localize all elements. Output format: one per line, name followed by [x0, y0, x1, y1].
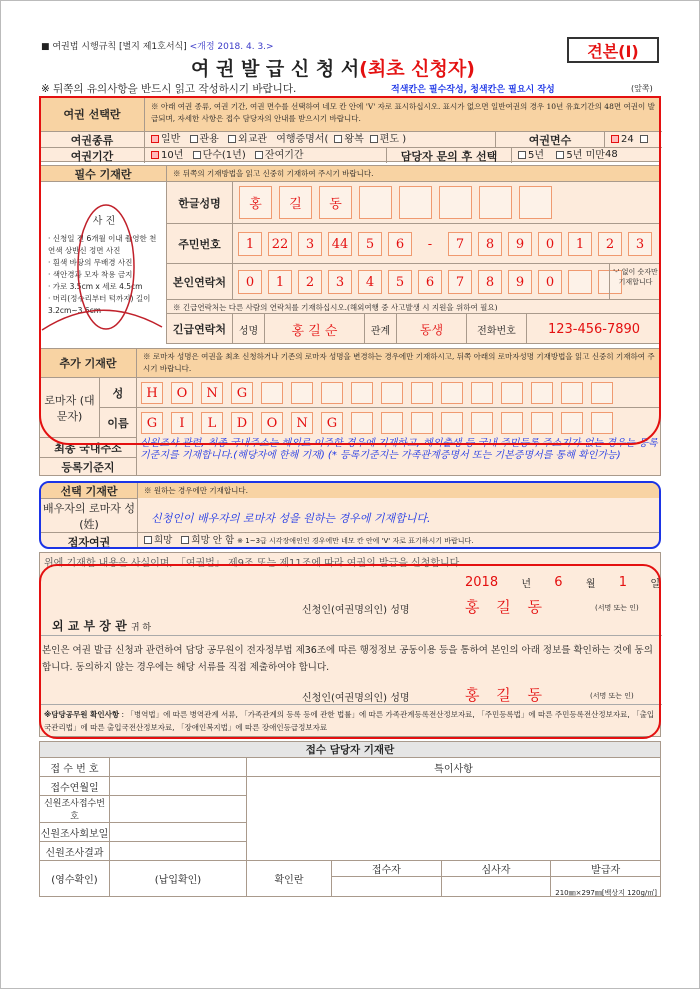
- payment-confirm: (납입확인): [110, 861, 247, 897]
- surname-label: 성: [100, 377, 137, 407]
- section-instructions: ※ 뒤쪽의 기재방법을 읽고 신중히 기재하여 주시기 바랍니다.: [167, 166, 661, 181]
- color-note: 적색칸은 필수작성, 청색칸은 필요시 작성: [391, 85, 555, 95]
- declaration-highlight-frame: [39, 564, 661, 739]
- section-instructions: ※ 원하는 경우에만 기재합니다.: [138, 483, 661, 498]
- official-check: ※담당공무원 확인사항 : 「병역법」에 따른 병역관계 서류, 「가족관계의 등록 등에 관한 법률」에 따른 가족관계등록전산정보자료, 「주민등록법」에 따른 주민등록전산정보자료, 「출입국관리법」에 따른 출입국전산정보자료, 「장애인복지법」에 따른 장애인등급정보자료: [40, 704, 662, 737]
- em-relation-field[interactable]: 동생: [397, 314, 467, 344]
- char-box[interactable]: 6: [418, 270, 442, 294]
- page-side: (앞쪽): [631, 84, 653, 93]
- em-phone-field[interactable]: 123-456-7890: [547, 321, 641, 337]
- section-heading: 필수 기재란: [40, 166, 167, 181]
- office-heading: 접수 담당자 기재란: [40, 742, 661, 758]
- check-result-field[interactable]: [110, 842, 247, 861]
- consent-applicant-label: 신청인(여권명의인) 성명: [302, 693, 410, 704]
- application-date[interactable]: 2018 년 6 월 1 일: [465, 575, 660, 590]
- address-note[interactable]: 신원조사 관련, 최종 국내주소는 해외로 이주한 경우에 기재하고, 해외출생 등 국내 주민등록 주소지가 없는 경우는 등록기준지를 기재합니다.(해당자에 한해 기재) (* 등록기준지는 가족관계증명서 또는 기본증명서를 통해 확인가능): [140, 438, 658, 461]
- char-box[interactable]: -: [427, 236, 433, 252]
- optional-section: [39, 481, 661, 549]
- applicant-signature[interactable]: 홍 길 동: [465, 598, 549, 616]
- confirm-label: 확인란: [247, 861, 332, 897]
- char-box[interactable]: 홍: [239, 186, 272, 219]
- address-label: 최종 국내주소: [40, 437, 137, 457]
- char-box[interactable]: O: [171, 382, 193, 404]
- roman-label: 로마자 (대문자): [40, 377, 100, 437]
- char-box[interactable]: G: [141, 412, 163, 434]
- consult-options: 5년 5년 미만: [512, 147, 662, 163]
- remarks-field[interactable]: [247, 777, 661, 861]
- check-reply-field[interactable]: [110, 823, 247, 842]
- phone-label: 본인연락처: [167, 263, 233, 299]
- char-box[interactable]: N: [201, 382, 223, 404]
- registry-label: 등록기준지: [40, 457, 137, 476]
- char-box[interactable]: 0: [538, 270, 562, 294]
- em-phone-label: 전화번호: [467, 314, 527, 344]
- check-receipt-label: 신원조사접수번호: [40, 796, 110, 823]
- consent-text: 본인은 여권 발급 신청과 관련하여 담당 공무원이 전자정부법 제36조에 따른 행정정보 공동이용 등을 통하여 본인의 아래 정보를 확인하는 것에 동의합니다. 동의하지 않는 경우에는 해당 서류를 직접 제출하여야 합니다.: [40, 635, 662, 676]
- photo-rules: · 신청일 전 6개월 이내 촬영한 천연색 상반신 정면 사진 · 흰색 바탕의 무배경 사진 · 색안경과 모자 착용 금지 · 가로 3.5cm x 세로 4.5cm · 머리(정수리부터 턱까지) 길이 3.2cm~3.6cm: [48, 234, 157, 315]
- char-box[interactable]: 5: [388, 270, 412, 294]
- consent-signature[interactable]: 홍 길 동: [465, 686, 549, 704]
- pages-label: 여권면수: [495, 131, 605, 147]
- char-box[interactable]: 3: [328, 270, 352, 294]
- pages-options: 2448: [605, 131, 662, 147]
- section-heading: 여권 선택란: [40, 97, 145, 131]
- char-box[interactable]: L: [201, 412, 223, 434]
- braille-options: 희망 희망 안 함 ※ 1~3급 시각장애인인 경우에만 네모 칸 안에 'V' 자로 표기하시기 바랍니다.: [138, 532, 661, 549]
- period-options: 10년 단수(1년) 잔여기간: [145, 147, 387, 163]
- char-box[interactable]: 8: [478, 232, 502, 256]
- section-heading: 선택 기재란: [41, 483, 138, 498]
- type-label: 여권종류: [40, 131, 145, 147]
- applicant-label: 신청인(여권명의인) 성명: [302, 605, 410, 616]
- section-instructions: ※ 로마자 성명은 여권을 최초 신청하거나 기존의 로마자 성명을 변경하는 경우에만 기재하시고, 뒤쪽 아래의 로마자성명 기재방법을 읽고 신중히 기재하여 주시기 바랍니다.: [137, 349, 661, 377]
- receipt-date-label: 접수연월일: [40, 777, 110, 796]
- char-box[interactable]: 2: [298, 270, 322, 294]
- receipt-confirm: (영수확인): [40, 861, 110, 897]
- char-box[interactable]: 9: [508, 232, 532, 256]
- char-box[interactable]: 1: [568, 232, 592, 256]
- sign-note: (서명 또는 인): [595, 604, 639, 612]
- char-box[interactable]: D: [231, 412, 253, 434]
- reviewer-sign[interactable]: [441, 877, 551, 897]
- check-receipt-field[interactable]: [110, 796, 247, 823]
- char-box[interactable]: 3: [628, 232, 652, 256]
- char-box[interactable]: 0: [238, 270, 262, 294]
- receiver-sign[interactable]: [332, 877, 442, 897]
- char-box[interactable]: 9: [508, 270, 532, 294]
- char-box[interactable]: 길: [279, 186, 312, 219]
- required-highlight-frame: [39, 96, 661, 445]
- char-box[interactable]: 3: [298, 232, 322, 256]
- declaration-statement: 위에 기재한 내용은 사실이며, 「여권법」 제9조 또는 제11조에 따라 여권의 발급을 신청합니다.: [44, 558, 463, 569]
- char-box[interactable]: 동: [319, 186, 352, 219]
- em-name-label: 성명: [233, 314, 265, 344]
- korean-name-label: 한글성명: [167, 181, 233, 223]
- char-box[interactable]: 5: [358, 232, 382, 256]
- emergency-label: 긴급연락처: [167, 314, 233, 344]
- role-issuer: 발급자: [551, 861, 661, 877]
- char-box[interactable]: 1: [238, 232, 262, 256]
- paper-spec: 210㎜×297㎜[백상지 120g/㎡]: [555, 889, 657, 897]
- braille-label: 점자여권: [41, 532, 138, 549]
- char-box[interactable]: 22: [268, 232, 292, 256]
- receipt-no-field[interactable]: [110, 758, 247, 777]
- char-box[interactable]: 0: [538, 232, 562, 256]
- spouse-field[interactable]: 신청인이 배우자의 로마자 성을 원하는 경우에 기재합니다.: [151, 512, 431, 525]
- check-reply-label: 신원조사회보일: [40, 823, 110, 842]
- photo-title: 사 진: [92, 216, 116, 227]
- char-box[interactable]: 4: [358, 270, 382, 294]
- period-label: 여권기간: [40, 147, 145, 163]
- char-box[interactable]: 44: [328, 232, 352, 256]
- char-box[interactable]: 7: [448, 270, 472, 294]
- checkbox-braille-yes[interactable]: [144, 536, 152, 544]
- em-relation-label: 관계: [365, 314, 397, 344]
- char-box[interactable]: O: [261, 412, 283, 434]
- phone-note: '-' 없이 숫자만 기재합니다: [609, 263, 661, 299]
- section-instructions: ※ 아래 여권 종류, 여권 기간, 여권 면수를 선택하여 네모 칸 안에 'V' 자로 표시하십시오. 표시가 없으면 일반여권의 경우 10년 유효기간의 48면 여권이 발급되며, 자세한 사항은 접수 담당자의 안내를 받으시기 바랍니다.: [145, 97, 661, 131]
- role-receiver: 접수자: [332, 861, 442, 877]
- char-box[interactable]: I: [171, 412, 193, 434]
- emergency-note: ※ 긴급연락처는 다른 사람의 연락처를 기재하십시오.(해외여행 중 사고발생 시 지원을 위하여 필요): [167, 299, 661, 313]
- em-name-field[interactable]: 홍 길 순: [265, 314, 365, 344]
- char-box[interactable]: N: [291, 412, 313, 434]
- notice: ※ 뒤쪽의 유의사항을 반드시 읽고 작성하시기 바랍니다.: [41, 83, 297, 95]
- law-reference: ■ 여권법 시행규칙 [별지 제1호서식] <개정 2018. 4. 3.>: [41, 42, 274, 52]
- spouse-label: 배우자의 로마자 성(姓): [41, 498, 138, 532]
- check-result-label: 신원조사결과: [40, 842, 110, 861]
- char-box[interactable]: 7: [448, 232, 472, 256]
- char-box[interactable]: G: [231, 382, 253, 404]
- checkbox-braille-no[interactable]: [181, 536, 189, 544]
- char-box[interactable]: 6: [388, 232, 412, 256]
- page-title: 여 권 발 급 신 청 서(최초 신청자): [191, 58, 475, 80]
- char-box[interactable]: G: [321, 412, 343, 434]
- remarks-label: 특이사항: [247, 758, 661, 777]
- char-box[interactable]: 1: [268, 270, 292, 294]
- receipt-no-label: 접 수 번 호: [40, 758, 110, 777]
- char-box[interactable]: 8: [478, 270, 502, 294]
- office-use-table: [39, 741, 661, 885]
- section-heading: 추가 기재란: [40, 349, 137, 377]
- given-name-label: 이름: [100, 407, 137, 437]
- type-options: 일반 관용 외교관 여행증명서( 왕복 편도 ): [145, 131, 495, 147]
- char-box[interactable]: H: [141, 382, 163, 404]
- addressee: 외 교 부 장 관 귀 하: [52, 619, 152, 633]
- rrn-label: 주민번호: [167, 223, 233, 263]
- consult-label: 담당자 문의 후 선택: [387, 147, 512, 163]
- consent-sign-note: (서명 또는 인): [590, 692, 634, 700]
- char-box[interactable]: 2: [598, 232, 622, 256]
- revision-date: <개정 2018. 4. 3.>: [189, 42, 274, 52]
- receipt-date-field[interactable]: [110, 777, 247, 796]
- sample-badge: 견본(I): [567, 37, 659, 63]
- role-reviewer: 심사자: [441, 861, 551, 877]
